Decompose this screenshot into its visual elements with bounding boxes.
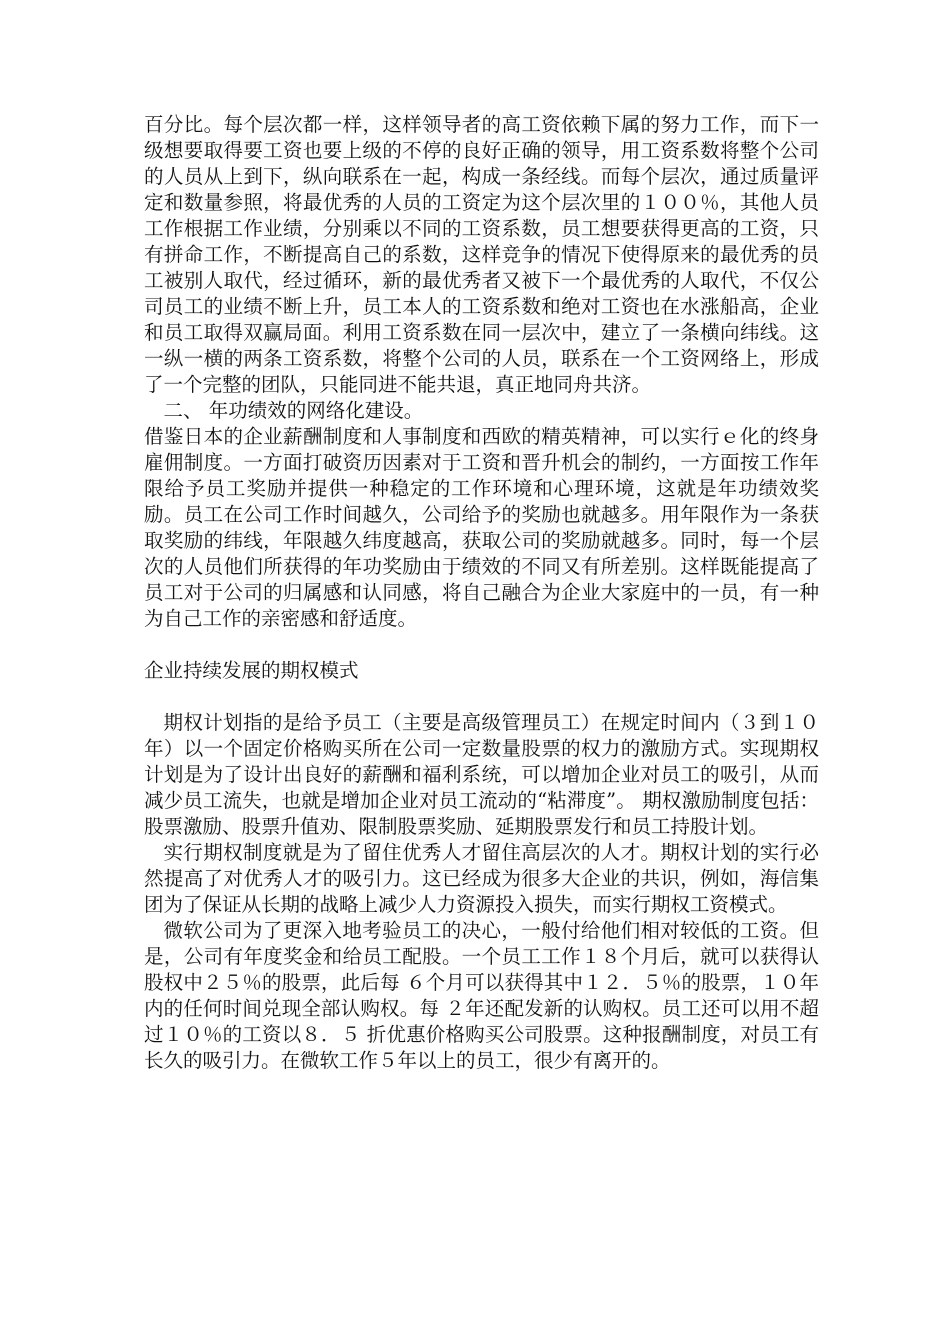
blank-line: [144, 632, 819, 658]
document-page: [144, 112, 819, 1074]
paragraph-retain-talent: 实行期权制度就是为了留住优秀人才留住高层次的人才。期权计划的实行必然提高了对优秀人才的吸引力。这已经成为很多大企业的共识，例如，海信集团为了保证从长期的战略上减少人力资源投入损失，而实行期权工资模式。: [144, 841, 819, 916]
blank-line: [144, 684, 819, 710]
paragraph-option-plan: 期权计划指的是给予员工（主要是高级管理员工）在规定时间内（３到１０年）以一个固定价格购买所在公司一定数量股票的权力的激励方式。实现期权计划是为了设计出良好的薪酬和福利系统，可以增加企业对员工的吸引，从而减少员工流失，也就是增加企业对员工流动的“粘滞度”。 期权激励制度包括：股票激励、股票升值劝、限制股票奖励、延期股票发行和员工持股计划。: [144, 711, 819, 838]
section-heading-seniority: 二、 年功绩效的网络化建设。: [163, 399, 424, 422]
paragraph-microsoft-example: 微软公司为了更深入地考验员工的决心，一般付给他们相对较低的工资。但是，公司有年度奖金和给员工配股。一个员工工作１８个月后，就可以获得认股权中２５％的股票，此后每 ６个月可以获得其中１２．５％的股票，１０年内的任何时间兑现全部认购权。每 ２年还配发新的认购权。员工还可以用不超过１０％的工资以８．５ 折优惠价格购买公司股票。这种报酬制度，对员工有长久的吸引力。在微软工作５年以上的员工，很少有离开的。: [144, 919, 819, 1072]
paragraph-wage-coefficient: 百分比。每个层次都一样，这样领导者的高工资依赖下属的努力工作，而下一级想要取得要工资也要上级的不停的良好正确的领导，用工资系数将整个公司的人员从上到下，纵向联系在一起，构成一条经线。而每个层次，通过质量评定和数量参照，将最优秀的人员的工资定为这个层次里的１００％，其他人员工作根据工作业绩，分别乘以不同的工资系数，员工想要获得更高的工资，只有拼命工作，不断提高自己的系数，这样竞争的情况下使得原来的最优秀的员工被别人取代，经过循环，新的最优秀者又被下一个最优秀的人取代，不仅公司员工的业绩不断上升，员工本人的工资系数和绝对工资也在水涨船高，企业和员工取得双赢局面。利用工资系数在同一层次中，建立了一条横向纬线。这一纵一横的两条工资系数，将整个公司的人员，联系在一个工资网络上，形成了一个完整的团队，只能同进不能共退，真正地同舟共济。: [144, 113, 819, 396]
paragraph-seniority-reward: 借鉴日本的企业薪酬制度和人事制度和西欧的精英精神，可以实行ｅ化的终身雇佣制度。一方面打破资历因素对于工资和晋升机会的制约，一方面按工作年限给予员工奖励并提供一种稳定的工作环境和心理环境，这就是年功绩效奖励。员工在公司工作时间越久，公司给予的奖励也就越多。用年限作为一条获取奖励的纬线，年限越久纬度越高，获取公司的奖励就越多。同时，每一个层次的人员他们所获得的年功奖励由于绩效的不同又有所差别。这样既能提高了员工对于公司的归属感和认同感，将自己融合为企业大家庭中的一员，有一种为自己工作的亲密感和舒适度。: [144, 425, 819, 630]
section-title-options: 企业持续发展的期权模式: [144, 659, 359, 682]
